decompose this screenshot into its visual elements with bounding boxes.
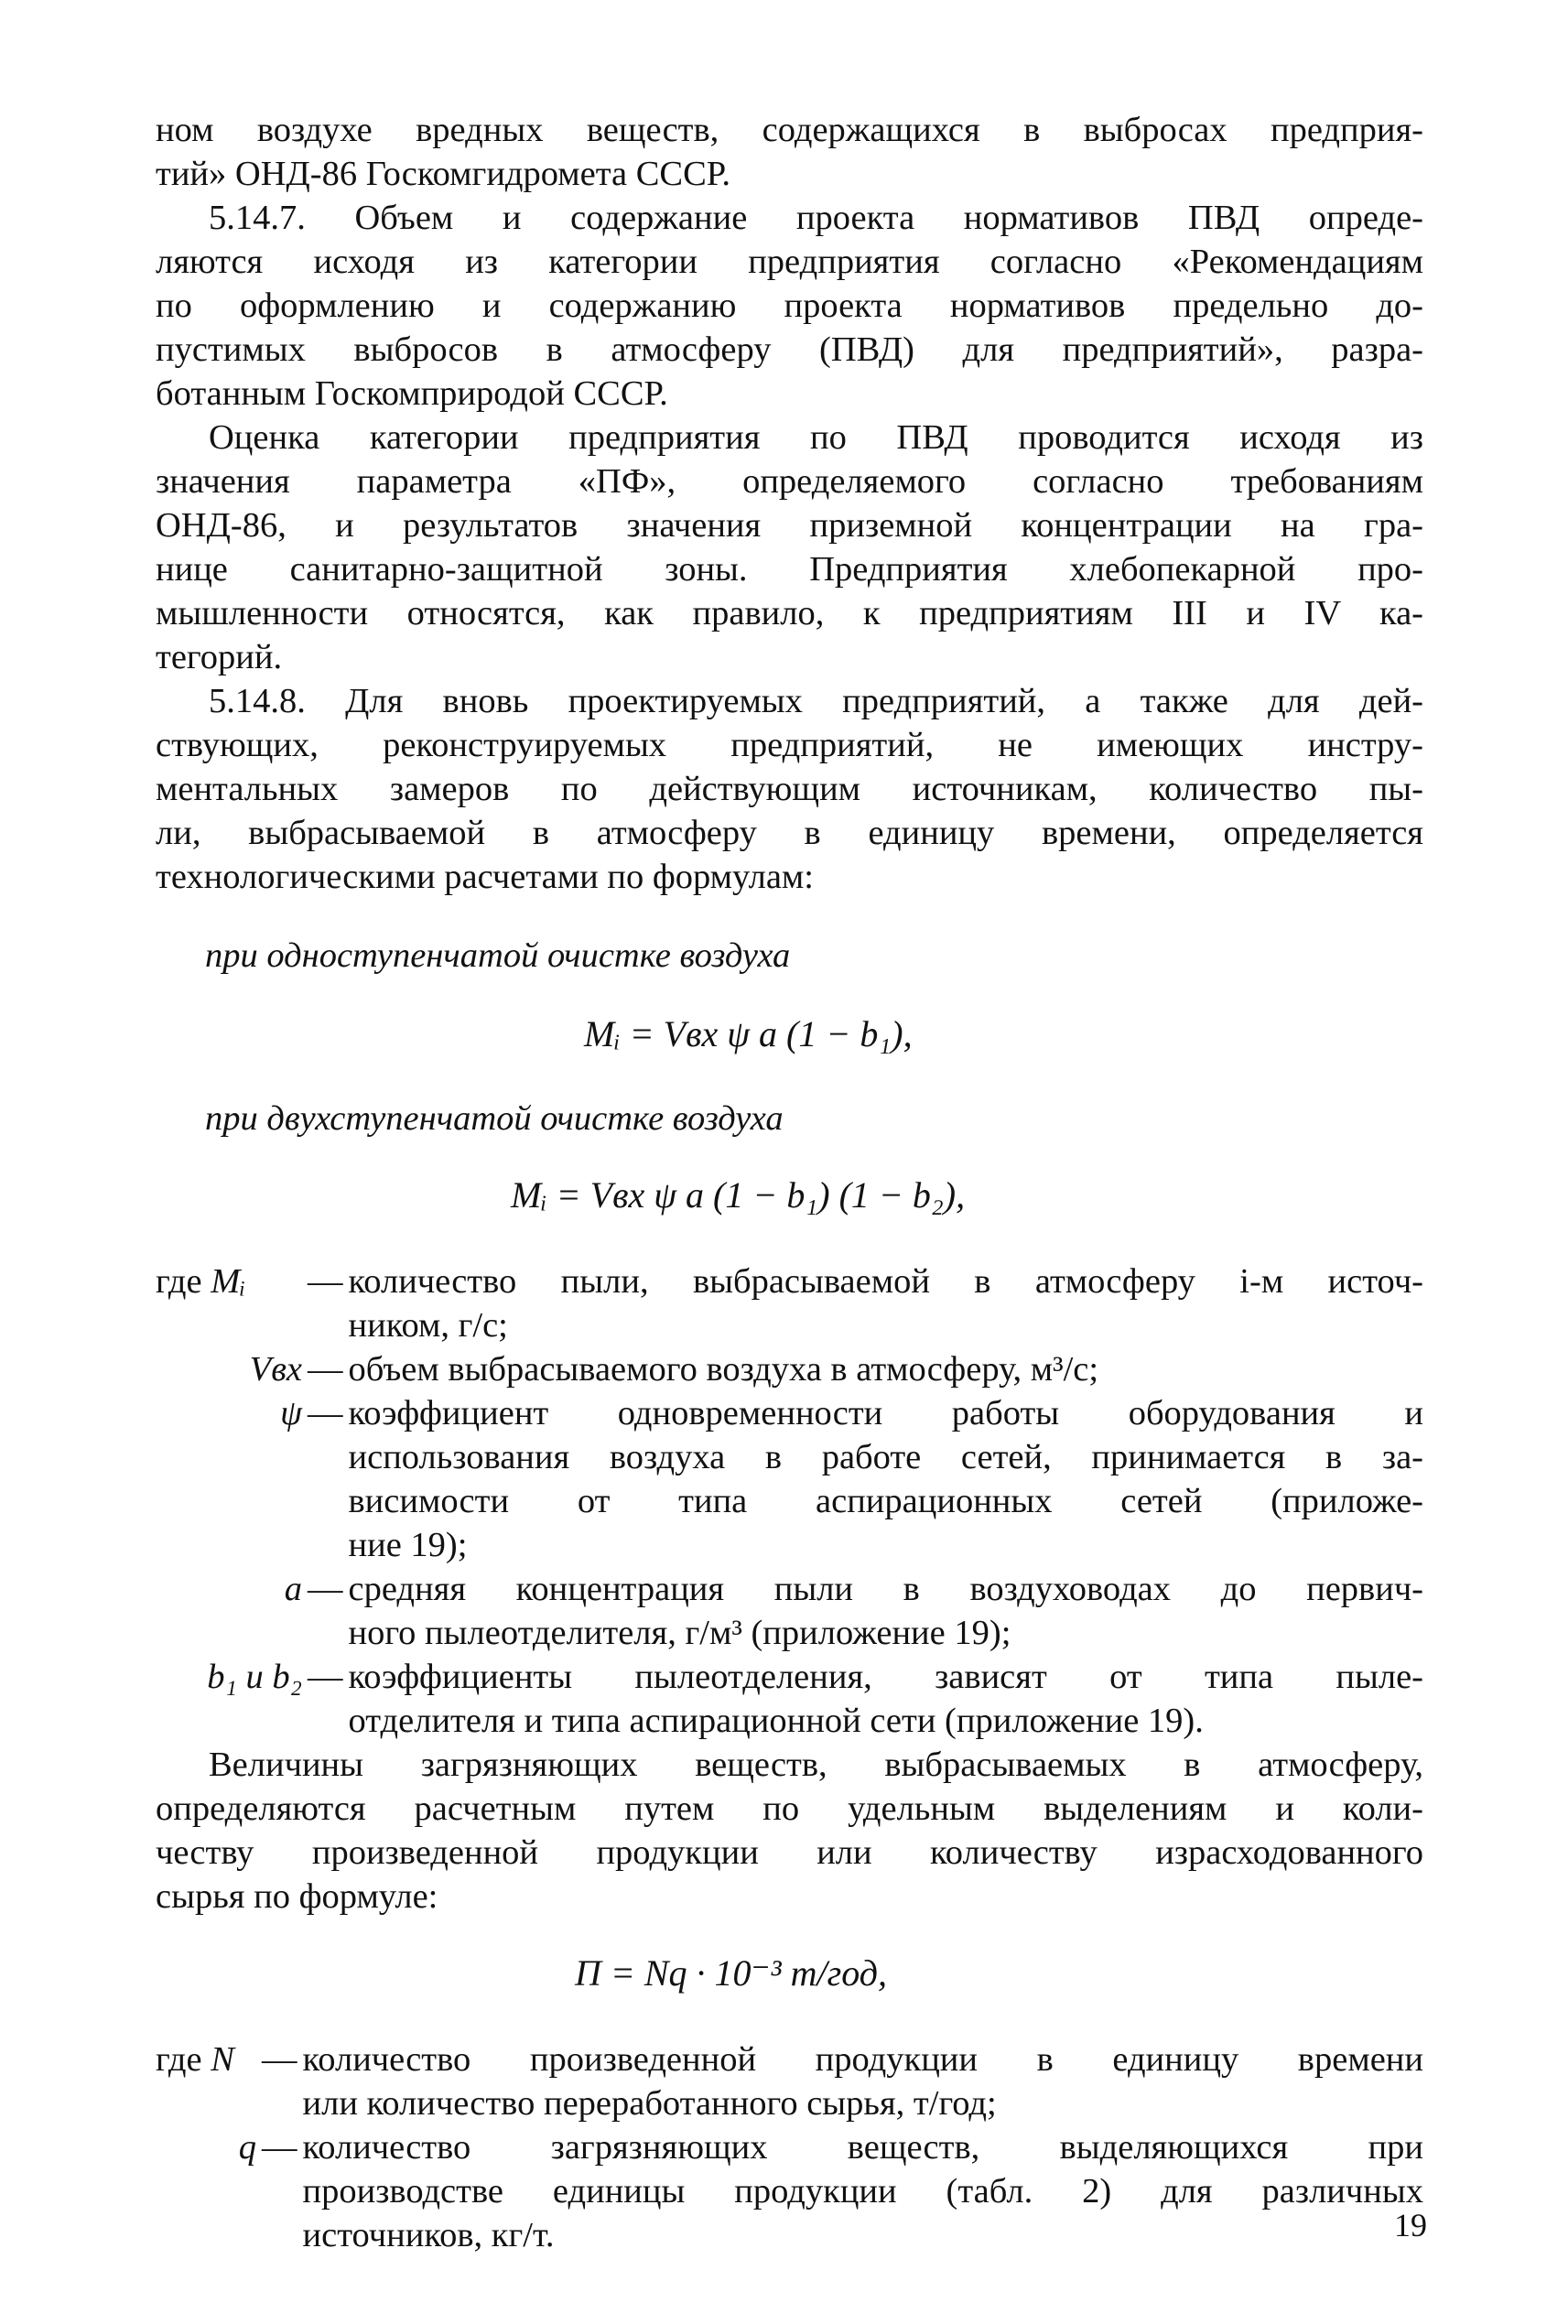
- dash: —: [308, 1350, 343, 1389]
- page-number: 19: [1394, 2207, 1427, 2243]
- text-line: ляются исходя из категории предприятия согласно «Рекомендациям: [156, 243, 1423, 281]
- text-line: мышленности относятся, как правило, к предприятиям III и IV ка-: [156, 594, 1423, 632]
- subheading-two-stage: при двухступенчатой очистке воздуха: [205, 1099, 784, 1138]
- definition-term: [156, 2038, 256, 2081]
- text-line: ботанным Госкомприродой СССР.: [156, 374, 668, 413]
- definition-continuation: [156, 1303, 1423, 1347]
- term-symbol: N: [211, 2040, 234, 2079]
- definition-continuation: [156, 2213, 1423, 2257]
- definition-text: висимости от типа аспирационных сетей (приложе-: [348, 1482, 1423, 1520]
- term-symbol: q: [238, 2128, 256, 2167]
- dash: —: [308, 1570, 343, 1608]
- definition-text: количество пыли, выбрасываемой в атмосферу i-м источ-: [348, 1262, 1423, 1301]
- term-symbol: ψ: [280, 1394, 302, 1432]
- dash: —: [308, 1394, 343, 1432]
- text-line: ствующих, реконструируемых предприятий, не имеющих инстру-: [156, 726, 1423, 764]
- definition-item: [156, 2038, 1423, 2081]
- definition-text: источников, кг/т.: [302, 2216, 555, 2254]
- definition-item: [156, 1391, 1423, 1435]
- text-line: ментальных замеров по действующим источникам, количество пы-: [156, 770, 1423, 808]
- definition-text: коэффициент одновременности работы оборудования и: [348, 1394, 1423, 1432]
- text-line: тий» ОНД-86 Госкомгидромета СССР.: [156, 155, 730, 193]
- document-page: [156, 108, 1423, 2257]
- dash: —: [308, 1658, 343, 1696]
- dash: —: [262, 2128, 297, 2167]
- text-line: 5.14.7. Объем и содержание проекта нормативов ПВД опреде-: [209, 199, 1423, 237]
- definition-text: или количество переработанного сырья, т/год;: [302, 2084, 997, 2123]
- text-line: определяются расчетным путем по удельным выделениям и коли-: [156, 1789, 1423, 1828]
- definition-text: ником, г/с;: [348, 1306, 508, 1345]
- text-line: тегорий.: [156, 638, 283, 676]
- text-line: ном воздухе вредных веществ, содержащихся в выбросах предприя-: [156, 111, 1423, 149]
- definition-text: производстве единицы продукции (табл. 2) для различных: [302, 2172, 1423, 2211]
- dash: —: [262, 2040, 297, 2079]
- text-line: значения параметра «ПФ», определяемого согласно требованиям: [156, 462, 1423, 501]
- term-symbol: Vвх: [249, 1350, 302, 1389]
- subheading-single-stage: при одноступенчатой очистке воздуха: [205, 936, 791, 975]
- text-line: ли, выбрасываемой в атмосферу в единицу времени, определяется: [156, 814, 1423, 852]
- definition-continuation: [156, 1435, 1423, 1479]
- text-line: 5.14.8. Для вновь проектируемых предприятий, а также для дей-: [209, 682, 1423, 720]
- definition-term: [156, 1655, 302, 1699]
- definition-continuation: [156, 1699, 1423, 1743]
- definition-text: количество загрязняющих веществ, выделяющихся при: [302, 2128, 1423, 2167]
- definition-text: ного пылеотделителя, г/м³ (приложение 19);: [348, 1614, 1011, 1652]
- definition-text: средняя концентрация пыли в воздуховодах до первич-: [348, 1570, 1423, 1608]
- definitions-list: [156, 2038, 1423, 2257]
- definition-text: количество произведенной продукции в единицу времени: [302, 2040, 1423, 2079]
- text-line: по оформлению и содержанию проекта нормативов предельно до-: [156, 286, 1423, 325]
- formula-pollutants: П = Nq · 10⁻³ т/год,: [575, 1952, 887, 1994]
- text-line: сырья по формуле:: [156, 1877, 438, 1916]
- formula-two-stage: Mᵢ = Vвх ψ a (1 − b₁) (1 − b₂),: [511, 1174, 966, 1216]
- text-line: Оценка категории предприятия по ПВД проводится исходя из: [209, 418, 1423, 457]
- where-label: где: [156, 1262, 202, 1301]
- where-label: где: [156, 2040, 202, 2079]
- definition-text: коэффициенты пылеотделения, зависят от типа пыле-: [348, 1658, 1423, 1696]
- text-line: Величины загрязняющих веществ, выбрасываемых в атмосферу,: [209, 1746, 1423, 1784]
- definition-term: [156, 1347, 302, 1391]
- definition-text: отделителя и типа аспирационной сети (приложение 19).: [348, 1702, 1204, 1740]
- definition-item: [156, 1259, 1423, 1303]
- definition-item: [156, 1655, 1423, 1699]
- text-line: технологическими расчетами по формулам:: [156, 858, 814, 896]
- dash: —: [308, 1262, 343, 1301]
- definition-text: объем выбрасываемого воздуха в атмосферу, м³/с;: [348, 1350, 1099, 1389]
- definition-term: [156, 1567, 302, 1611]
- text-line: нице санитарно-защитной зоны. Предприятия хлебопекарной про-: [156, 550, 1423, 589]
- definition-continuation: [156, 2081, 1423, 2125]
- definition-item: [156, 2125, 1423, 2169]
- term-symbol: a: [284, 1570, 302, 1608]
- definition-continuation: [156, 1523, 1423, 1567]
- term-symbol: Mᵢ: [211, 1262, 246, 1301]
- definition-term: [156, 1259, 302, 1303]
- text-line: ОНД-86, и результатов значения приземной концентрации на гра-: [156, 506, 1423, 545]
- definition-term: [156, 1391, 302, 1435]
- term-symbol: b₁ и b₂: [207, 1658, 302, 1696]
- definition-continuation: [156, 1479, 1423, 1523]
- definition-text: ние 19);: [348, 1526, 468, 1564]
- definition-item: [156, 1347, 1423, 1391]
- definition-continuation: [156, 2169, 1423, 2213]
- definition-item: [156, 1567, 1423, 1611]
- text-line: пустимых выбросов в атмосферу (ПВД) для предприятий», разра-: [156, 330, 1423, 369]
- text-line: честву произведенной продукции или количеству израсходованного: [156, 1833, 1423, 1872]
- definition-term: [156, 2125, 256, 2169]
- definition-continuation: [156, 1611, 1423, 1655]
- definition-text: использования воздуха в работе сетей, принимается в за-: [348, 1438, 1423, 1476]
- formula-single-stage: Mᵢ = Vвх ψ a (1 − b₁),: [584, 1013, 913, 1054]
- definitions-list: [156, 1259, 1423, 1743]
